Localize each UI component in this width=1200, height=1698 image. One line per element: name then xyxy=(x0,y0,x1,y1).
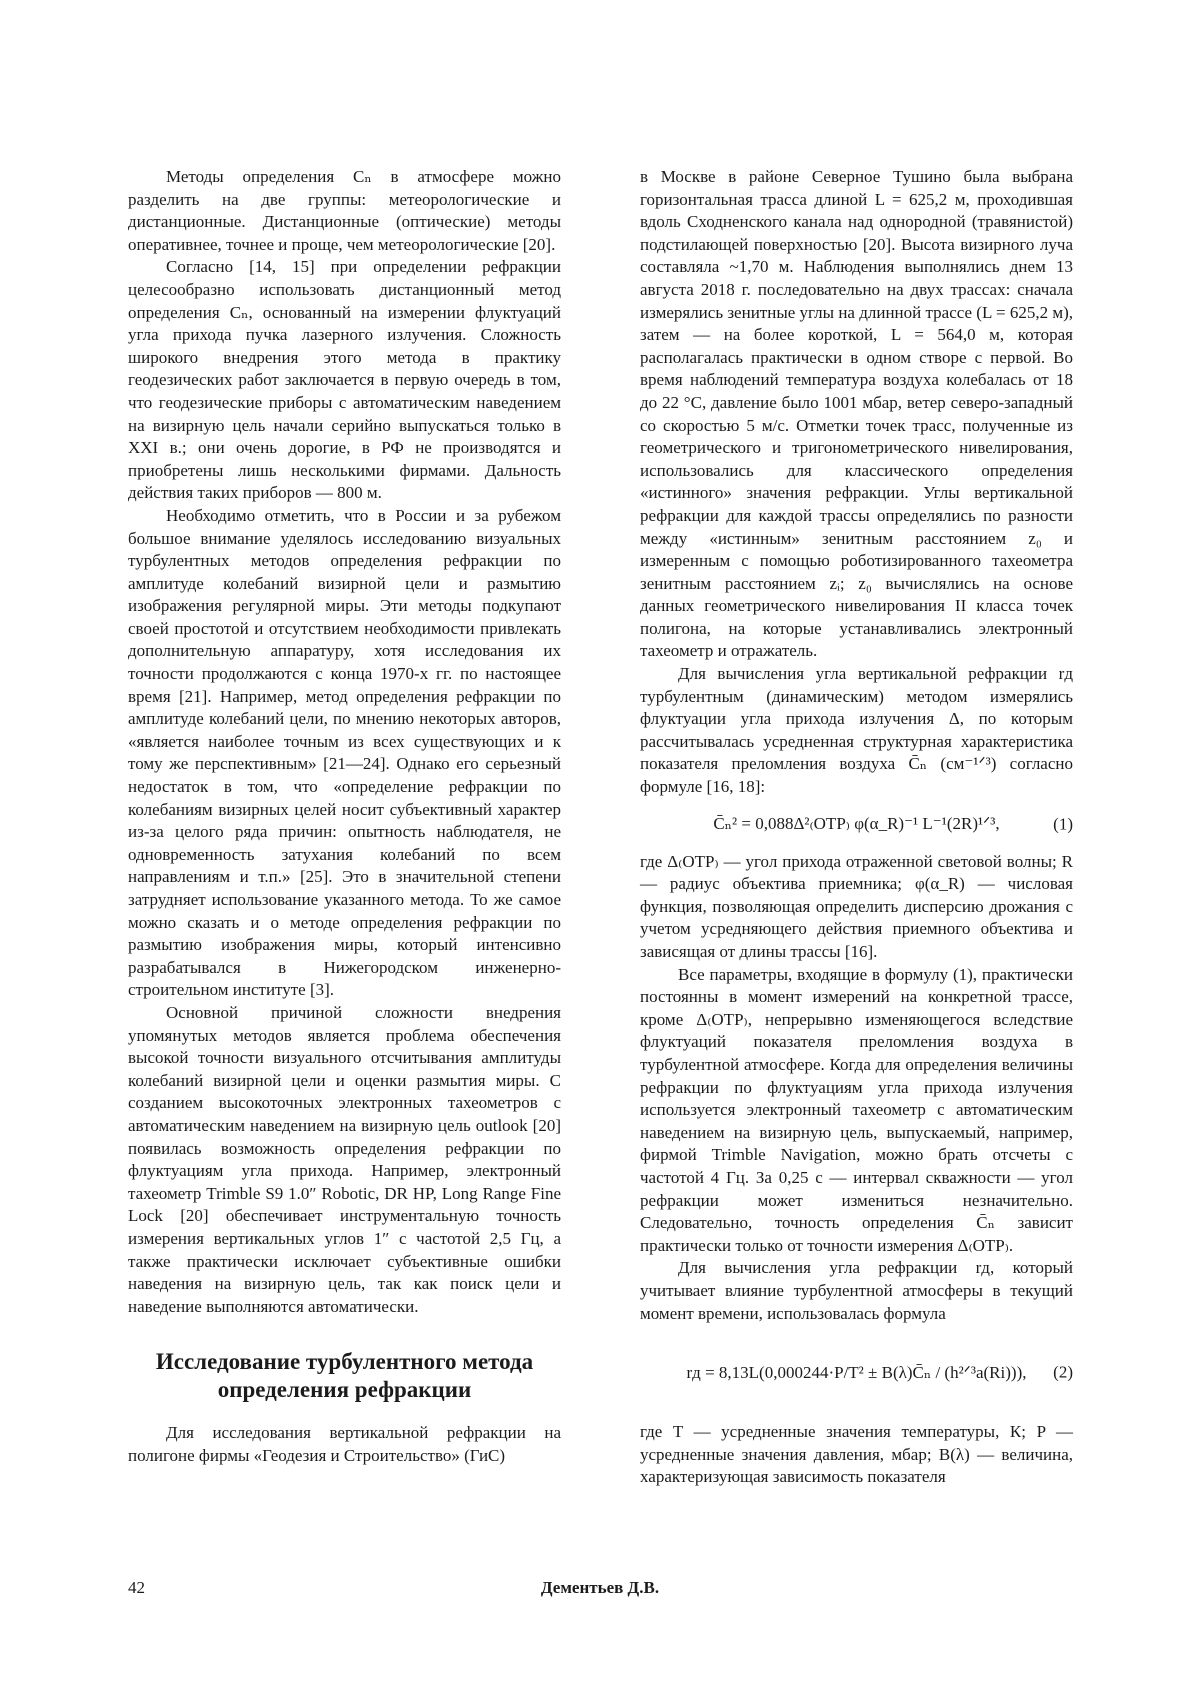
page-number: 42 xyxy=(128,1578,145,1597)
paragraph: Методы определения Cₙ в атмосфере можно разделить на две группы: метеорологические и дистанционные. Дистанционные (оптические) методы оперативнее, точнее и проще, чем метеорологические [20]. xyxy=(128,167,561,254)
formula-1-number: (1) xyxy=(1053,814,1073,834)
paragraph: в Москве в районе Северное Тушино была выбрана горизонтальная трасса длиной L = 625,2 м, проходившая вдоль Сходненского канала над однородной (травянистой) подстилающей поверхностью [20]. Высота визирного луча составляла ~1,70 м. Наблюдения выполнялись днем 13 августа 2018 г. последовательно на двух трассах: сначала измерялись зенитные углы на длинной трассе (L = 625,2 м), затем — на более короткой, L = 564,0 м, которая располагалась практически в одном створе с первой. Во время наблюдений температура воздуха колебалась от 18 до 22 °C, давление было 1001 мбар, ветер северо-западный со скоростью 5 м/с. Отметки точек трасс, полученные из геометрического и тригонометрического нивелирования, использовались для классического определения «истинного» значения рефракции. Углы вертикальной рефракции для каждой трассы определялись по разности между «истинным» зенитным расстоянием z₀ и измеренным с помощью роботизированного тахеометра зенитным расстоянием zᵢ; z₀ вычислялись на основе данных геометрического нивелирования II класса точек полигона, на которые устанавливались электронный тахеометр и отражатель. xyxy=(640,167,1073,661)
formula-1 xyxy=(640,801,1073,849)
paragraph: Необходимо отметить, что в России и за рубежом большое внимание уделялось исследованию визуальных турбулентных методов определения рефракции по амплитуде колебаний визирной цели и размытию изображения регулярной миры. Эти методы подкупают своей простотой и отсутствием необходимости привлекать дополнительную аппаратуру, хотя исследования их точности продолжаются с конца 1970-х гг. по настоящее время [21]. Например, метод определения рефракции по амплитуде колебаний цели, по мнению некоторых авторов, «является наиболее точным из всех существующих и к тому же перспективным» [21—24]. Однако его серьезный недостаток в том, что «определение рефракции по колебаниям визирных целей носит субъективный характер из-за целого ряда причин: опытность наблюдателя, не одновременность затухания колебаний по всем направлениям и т.п.» [25]. Это в значительной степени затрудняет использование указанного метода. То же самое можно сказать и о методе определения рефракции по размытию изображения миры, который интенсивно разрабатывался в Нижегородском инженерно-строительном институте [3]. xyxy=(128,505,561,1000)
paragraph: Все параметры, входящие в формулу (1), практически постоянны в момент измерений на конкретной трассе, кроме Δ₍ОТР₎, непрерывно изменяющегося вследствие флуктуаций показателя преломления воздуха в турбулентной атмосфере. Когда для определения величины рефракции по флуктуациям угла прихода излучения используется электронный тахеометр с автоматическим наведением на визирную цель, выпускаемый, например, фирмой Trimble Navigation, можно брать отсчеты с частотой 4 Гц. За 0,25 с — интервал скважности — угол рефракции может измениться незначительно. Следовательно, точность определения C̄ₙ зависит практически только от точности измерения Δ₍ОТР₎. xyxy=(640,964,1073,1255)
formula-2-expression: rд = 8,13L(0,000244·P/T² ± B(λ)C̄ₙ / (h²ᐟ³a(Ri))), xyxy=(686,1362,1027,1382)
section-heading: Исследование турбулентного метода определения рефракции xyxy=(155,1349,534,1403)
left-column xyxy=(128,166,561,1467)
paragraph: Основной причиной сложности внедрения упомянутых методов является проблема обеспечения высокой точности визуального отсчитывания амплитуды колебаний визирной цели и оценки размытия миры. С созданием высокоточных электронных тахеометров с автоматическим наведением на визирную цель outlook [20] появилась возможность определения рефракции по флуктуациям угла прихода. Например, электронный тахеометр Trimble S9 1.0″ Robotic, DR HP, Long Range Fine Lock [20] обеспечивает инструментальную точность измерения вертикальных углов 1″ с частотой 2,5 Гц, а также практически исключает субъективные ошибки наведения на визирную цель, так как поиск цели и наведение выполняются автоматически. xyxy=(128,1002,561,1316)
formula-2 xyxy=(640,1327,1073,1419)
formula-2-number: (2) xyxy=(1053,1362,1073,1382)
formula-1-expression: C̄ₙ² = 0,088Δ²₍ОТР₎ φ(α_R)⁻¹ L⁻¹(2R)¹ᐟ³, xyxy=(713,814,1000,834)
paragraph: Согласно [14, 15] при определении рефракции целесообразно использовать дистанционный метод определения Cₙ, основанный на измерении флуктуаций угла прихода пучка лазерного излучения. Сложность широкого внедрения этого метода в практику геодезических работ заключается в первую очередь в том, что геодезические приборы с автоматическим наведением на визирную цель начали серийно выпускаться только в XXI в.; они очень дорогие, в РФ не производятся и приобретены лишь несколькими фирмами. Дальность действия таких приборов — 800 м. xyxy=(128,257,561,503)
paragraph: Для исследования вертикальной рефракции на полигоне фирмы «Геодезия и Строительство» (ГиС) xyxy=(128,1423,561,1465)
running-author: Дементьев Д.В. xyxy=(540,1578,660,1597)
paragraph: Для вычисления угла рефракции rд, который учитывает влияние турбулентной атмосферы в текущий момент времени, использовалась формула xyxy=(640,1258,1073,1323)
paragraph: где Δ₍ОТР₎ — угол прихода отраженной световой волны; R — радиус объектива приемника; φ(α_R) — числовая функция, позволяющая определить дисперсию дрожания с учетом усредняющего действия приемного объектива и зависящая от длины трассы [16]. xyxy=(640,851,1073,961)
paragraph: Для вычисления угла вертикальной рефракции rд турбулентным (динамическим) методом измерялись флуктуации угла прихода излучения Δ, по которым рассчитывалась усредненная структурная характеристика показателя преломления воздуха C̄ₙ (см⁻¹ᐟ³) согласно формуле [16, 18]: xyxy=(640,664,1073,797)
right-column xyxy=(640,166,1073,1489)
paragraph: где T — усредненные значения температуры, К; P — усредненные значения давления, мбар; B(λ) — величина, характеризующая зависимость показателя xyxy=(640,1422,1073,1487)
